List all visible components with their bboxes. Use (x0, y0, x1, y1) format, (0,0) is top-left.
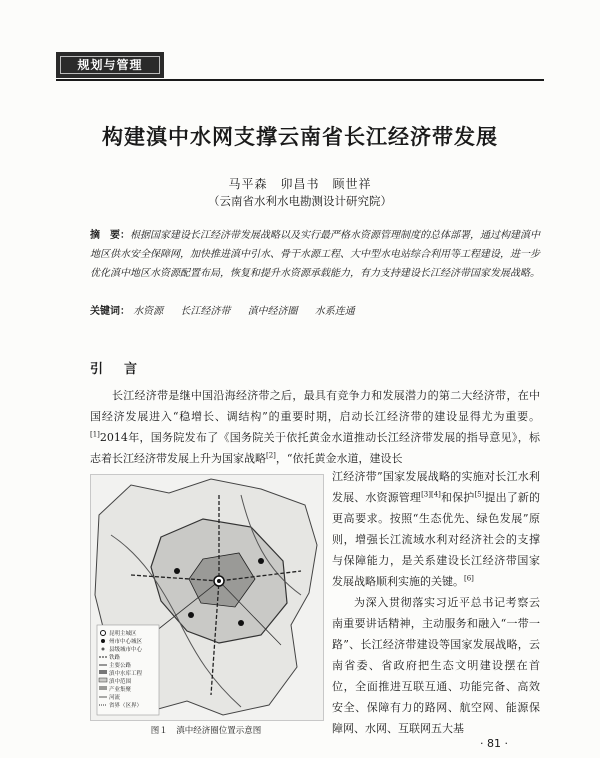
legend-symbol (99, 670, 107, 674)
citation: [3][4] (421, 490, 441, 499)
legend-label: 滇中水库工程 (109, 671, 143, 677)
text-run: ，“依托黄金水道，建设长 (275, 452, 403, 465)
keyword: 水系连通 (314, 306, 355, 317)
header-rule (56, 79, 544, 81)
citation: [2] (266, 451, 276, 460)
legend-symbol (99, 686, 107, 690)
legend-label: 昆明主城区 (109, 631, 137, 637)
legend-symbol (101, 631, 106, 636)
keyword: 滇中经济圈 (247, 306, 298, 317)
text-run: 和保护 (440, 491, 475, 504)
citation: [1] (90, 430, 100, 439)
authors: 马平森 卯昌书 顾世祥 (228, 177, 372, 191)
legend-label: 省界（区界） (109, 703, 143, 709)
figure-map (90, 474, 324, 721)
legend-label: 产业集聚 (109, 687, 132, 693)
text-run: 长江经济带是继中国沿海经济带之后，最具有竞争力和发展潜力的第二大经济带，在中国经济发展进入“稳增长、调结构”的重要时期，启动长江经济带的建设显得尤为重要。 (90, 389, 540, 423)
abstract (90, 226, 540, 283)
legend-symbol (101, 639, 105, 643)
citation: [6] (464, 574, 474, 583)
abstract-text: 根据国家建设长江经济带发展战略以及实行最严格水资源管理制度的总体部署，通过构建滇中地区供水安全保障网，加快推进滇中引水、骨干水源工程、大中型水电站综合利用等工程建设，进一步优化滇中地区水资源配置布局，恢复和提升水资源承载能力，有力支持建设长江经济带国家发展战略。 (90, 230, 540, 279)
abstract-label: 摘 要： (90, 230, 130, 241)
section-heading-intro: 引 言 (90, 362, 142, 377)
keyword: 水资源 (133, 306, 164, 317)
article-title: 构建滇中水网支撑云南省长江经济带发展 (102, 125, 498, 149)
keywords (90, 302, 540, 317)
legend-label: 滇中范围 (109, 679, 132, 685)
text-run: 2014年，国务院发布了《国务院关于依托黄金水道推动长江经济带发展的指导意见》，标志着长江经济带发展上升为国家战略 (90, 431, 540, 465)
legend-symbol (102, 648, 105, 651)
affiliation: （云南省水利水电勘测设计研究院） (208, 194, 392, 208)
legend-label: 河流 (109, 695, 121, 701)
text-run: 江经济带”国家发展战略的实施对长江水利发展、水资源管理 (332, 470, 540, 504)
keyword: 长江经济带 (180, 306, 231, 317)
paragraph-1 (90, 385, 540, 469)
legend-label: 县级城市中心 (109, 647, 143, 653)
keywords-label: 关键词： (90, 306, 130, 317)
page-number: · 81 · (480, 737, 508, 750)
legend-label: 州市中心城区 (109, 639, 143, 645)
section-tag-label: 规划与管理 (60, 56, 160, 74)
city-marker (238, 620, 244, 626)
city-marker (188, 612, 194, 618)
text-run: 提出了新的更高要求。按照“生态优先、绿色发展”原则，增强长江流域水利对经济社会的支撑与保障能力，是关系建设长江经济带国家发展战略顺利实施的关键。 (332, 491, 541, 588)
city-marker (174, 568, 180, 574)
figure-caption: 图１ 滇中经济圈位置示意图 (150, 726, 262, 736)
citation: [5] (474, 490, 485, 499)
map-graphic (91, 475, 323, 720)
legend-label: 铁路 (109, 655, 121, 661)
legend-label: 主要公路 (109, 663, 132, 669)
kunming-marker-dot (217, 579, 221, 583)
city-marker (258, 558, 264, 564)
paragraph-2: 为深入贯彻落实习近平总书记考察云南重要讲话精神，主动服务和融入“一带一路”、长江经济带建设等国家发展战略，云南省委、省政府把生态文明建设摆在首位，全面推进互联互通、功能完备、高效安全、保障有力的路网、航空网、能源保障网、水网、互联网五大基 (332, 596, 540, 735)
paragraph-1-continued (332, 466, 540, 592)
section-tag (56, 52, 164, 78)
legend-symbol (99, 678, 107, 682)
